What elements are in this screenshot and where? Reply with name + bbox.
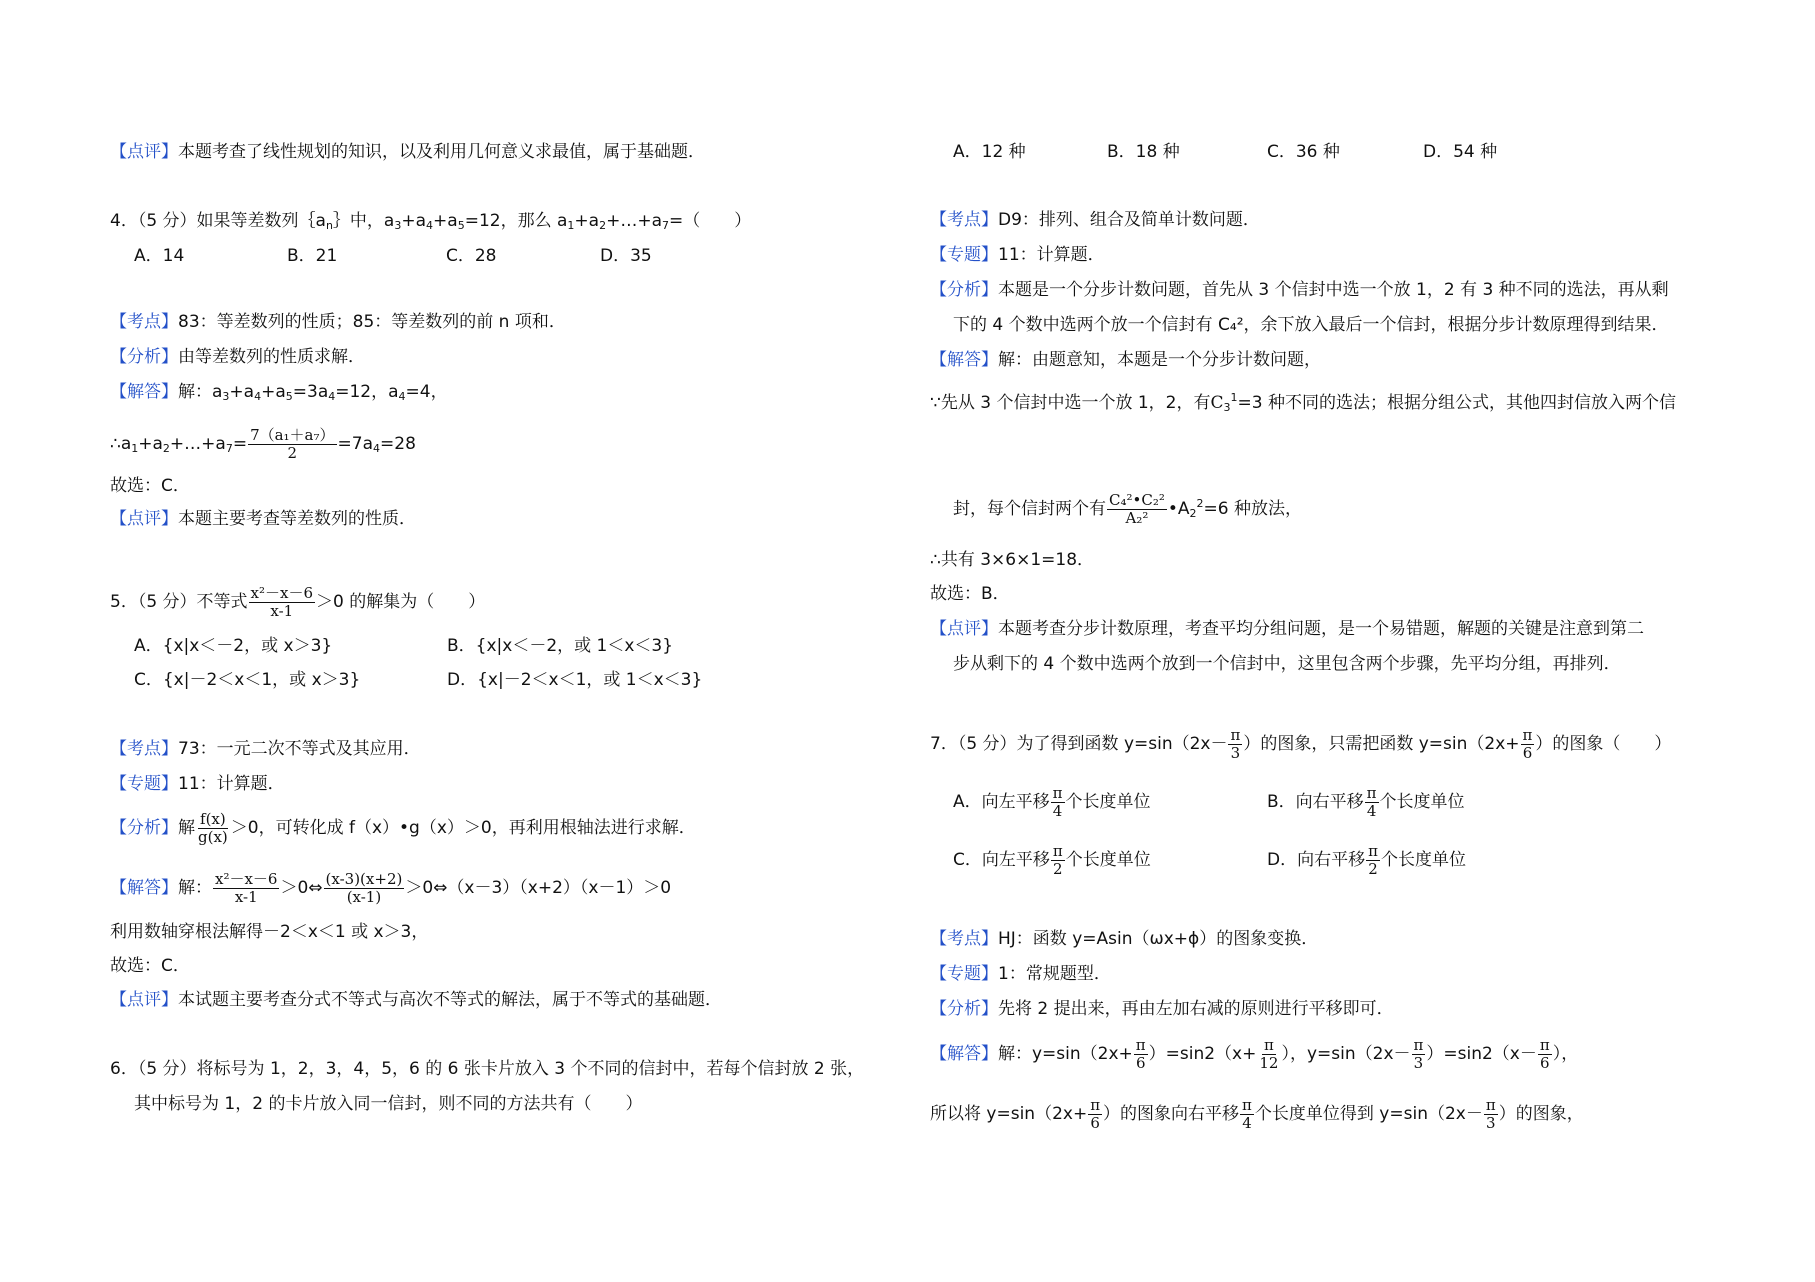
- q5-stem: 5．（5 分）不等式 $\frac{\text{x²－x－6}}{x-1}$ ＞0 的解集为（ ）: [110, 583, 486, 620]
- q6-kaodian: 【考点】D9：排列、组合及简单计数问题．: [930, 210, 1260, 230]
- q6-option-a: A．12 种: [953, 142, 1026, 162]
- q5-fenxi: 【分析】解 $\frac{f(x)}{g(x)}$ ＞0，可转化成 f（x）•g（x）＞0，再利用根轴法进行求解．: [110, 809, 696, 846]
- q4-option-a: A．14: [134, 246, 185, 266]
- q5-comment: 【点评】本试题主要考查分式不等式与高次不等式的解法，属于不等式的基础题．: [110, 990, 722, 1010]
- q5-option-d: D．{x|－2＜x＜1，或 1＜x＜3}: [447, 670, 703, 690]
- q5-line2: 利用数轴穿根法解得－2＜x＜1 或 x＞3，: [110, 922, 429, 942]
- q6-line3: ∵先从 3 个信封中选一个放 1，2，有$C_3^1=3$ 种不同的选法；根据分组公式，其他四封信放入两个信: [930, 391, 1676, 414]
- q5-choose: 故选：C．: [110, 956, 190, 976]
- q6-option-c: C．36 种: [1267, 142, 1340, 162]
- q6-stem-line1: 6．（5 分）将标号为 1，2，3，4，5，6 的 6 张卡片放入 3 个不同的信封中，若每个信封放 2 张，: [110, 1059, 865, 1079]
- q6-option-b: B．18 种: [1107, 142, 1180, 162]
- q5-option-c: C．{x|－2＜x＜1，或 x＞3}: [134, 670, 361, 690]
- q7-option-d: D．向右平移 $\frac{\pi}{2}$ 个长度单位: [1267, 841, 1466, 878]
- q6-line4: 封，每个信封两个有 $\frac{\text{C₄²•C₂²}}{\text{A₂²}}$ $•A_2^2=6$ 种放法，: [953, 490, 1302, 527]
- q6-jieda: 【解答】解：由题意知，本题是一个分步计数问题，: [930, 350, 1321, 370]
- comment-tag: 【点评】: [110, 142, 178, 162]
- q6-fenxi-line2: 下的 4 个数中选两个放一个信封有 C₄²，余下放入最后一个信封，根据分步计数原理得到结果．: [953, 315, 1669, 335]
- q5-kaodian: 【考点】73：一元二次不等式及其应用．: [110, 739, 421, 759]
- q7-fenxi: 【分析】先将 2 提出来，再由左加右减的原则进行平移即可．: [930, 999, 1394, 1019]
- q7-stem: 7．（5 分）为了得到函数 y=sin（2x－ $\frac{\pi}{3}$ ）的图象，只需把函数 y=sin（2x+ $\frac{\pi}{6}$ ）的图象（ ）: [930, 725, 1672, 762]
- q6-option-d: D．54 种: [1423, 142, 1498, 162]
- q7-option-a: A．向左平移 $\frac{\pi}{4}$ 个长度单位: [953, 783, 1151, 820]
- q7-option-b: B．向右平移 $\frac{\pi}{4}$ 个长度单位: [1267, 783, 1465, 820]
- q7-last: 所以将 y=sin（2x+ $\frac{\pi}{6}$ ）的图象向右平移 $\frac{\pi}{4}$ 个长度单位得到 y=sin（2x－ $\frac{\pi}{3}$ ）的图象，: [930, 1095, 1584, 1132]
- q4-kaodian: 【考点】83：等差数列的性质；85：等差数列的前 n 项和．: [110, 312, 566, 332]
- q3-comment: [110, 140, 705, 164]
- q6-comment: 【点评】本题考查分步计数原理，考查平均分组问题，是一个易错题，解题的关键是注意到第二: [930, 619, 1644, 639]
- q4-fenxi: 【分析】由等差数列的性质求解．: [110, 347, 365, 367]
- q4-sum-line: $\therefore a_1+a_2+\dots+a_7=$ $\frac{\text{7（a₁＋a₇）}}{2}$ $=7a_4=28$: [110, 425, 416, 462]
- q5-option-b: B．{x|x＜－2，或 1＜x＜3}: [447, 636, 674, 656]
- q4-option-d: D．35: [600, 246, 652, 266]
- q4-jieda: 【解答】解：$a_3+a_4+a_5=3a_4=12$，$a_4=4$，: [110, 382, 448, 403]
- q4-option-c: C．28: [446, 246, 497, 266]
- q7-jieda: 【解答】解：y=sin（2x+ $\frac{\pi}{6}$ ）=sin2（x+ $\frac{\pi}{12}$ ），y=sin（2x－ $\frac{\pi}{3}$ ）=sin2（x－ $\frac{\pi}{6}$ ），: [930, 1035, 1579, 1072]
- q6-total: ∴共有 3×6×1=18．: [930, 550, 1095, 570]
- q6-fenxi: 【分析】本题是一个分步计数问题，首先从 3 个信封中选一个放 1，2 有 3 种不同的选法，再从剩: [930, 280, 1669, 300]
- q6-stem-line2: 其中标号为 1，2 的卡片放入同一信封，则不同的方法共有（ ）: [134, 1094, 643, 1114]
- q7-zhuanti: 【专题】1：常规题型．: [930, 964, 1111, 984]
- q6-choose: 故选：B．: [930, 584, 1010, 604]
- q7-option-c: C．向左平移 $\frac{\pi}{2}$ 个长度单位: [953, 841, 1151, 878]
- q5-jieda: 【解答】解： $\frac{\text{x²－x－6}}{x-1}$ ＞0⇔ $\frac{(x-3)(x+2)}{(x-1)}$ ＞0⇔（x－3）（x+2）（x－1）＞0: [110, 869, 672, 906]
- q4-option-b: B．21: [287, 246, 338, 266]
- q5-zhuanti: 【专题】11：计算题．: [110, 774, 285, 794]
- q6-comment-line2: 步从剩下的 4 个数中选两个放到一个信封中，这里包含两个步骤，先平均分组，再排列．: [953, 654, 1621, 674]
- q4-comment: 【点评】本题主要考查等差数列的性质．: [110, 509, 416, 529]
- q4-stem: 4．（5 分）如果等差数列$\{a_n\}$中，$a_3+a_4+a_5=12$，那么 $a_1+a_2+\dots+a_7=$（ ）: [110, 211, 752, 232]
- q7-kaodian: 【考点】HJ：函数 y=Asin（ωx+ϕ）的图象变换．: [930, 929, 1319, 949]
- sum-fraction: $\frac{\text{7（a₁＋a₇）}}{2}$: [250, 425, 335, 462]
- q4-choose: 故选：C．: [110, 476, 190, 496]
- q5-option-a: A．{x|x＜－2，或 x＞3}: [134, 636, 333, 656]
- q6-zhuanti: 【专题】11：计算题．: [930, 245, 1105, 265]
- comment-text: 本题考查了线性规划的知识，以及利用几何意义求最值，属于基础题．: [178, 142, 705, 162]
